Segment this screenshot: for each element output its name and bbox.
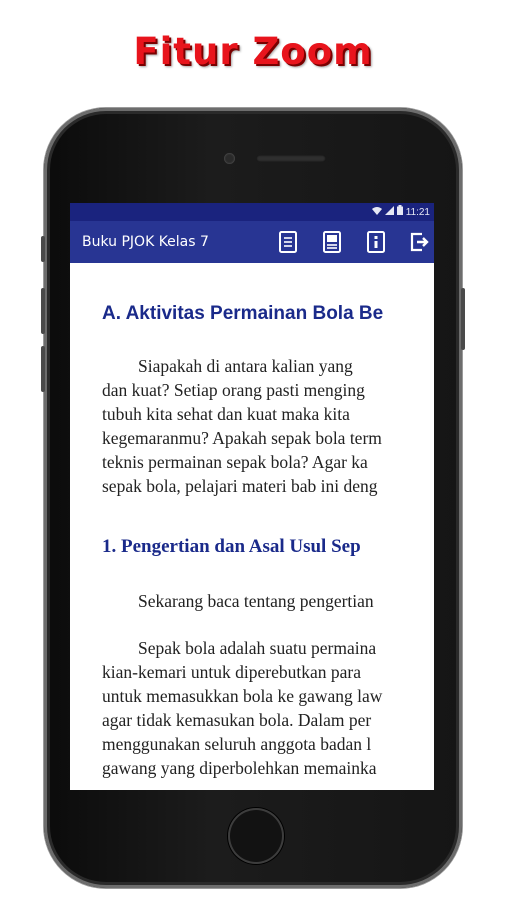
paragraph-line: teknis permainan sepak bola? Agar ka	[102, 452, 368, 472]
power-button	[461, 288, 465, 350]
app-title: Buku PJOK Kelas 7	[82, 234, 209, 250]
paragraph-line: agar tidak kemasukan bola. Dalam per	[102, 710, 372, 730]
app-bar	[70, 221, 434, 263]
promo-title: Fitur Zoom	[133, 30, 373, 73]
paragraph-line: kegemaranmu? Apakah sepak bola term	[102, 428, 382, 448]
status-bar	[70, 203, 434, 221]
mute-switch	[41, 236, 45, 262]
paragraph-line: Sekarang baca tentang pengertian	[138, 591, 374, 611]
paragraph-line: kian-kemari untuk diperebutkan para	[102, 662, 361, 682]
phone-screen	[70, 203, 434, 790]
volume-up-button	[41, 288, 45, 334]
battery-icon	[397, 203, 403, 221]
paragraph-line: tubuh kita sehat dan kuat maka kita	[102, 404, 350, 424]
toolbar-icons	[276, 230, 432, 254]
home-button[interactable]	[228, 808, 284, 864]
paragraph-line: untuk memasukkan bola ke gawang law	[102, 686, 383, 706]
front-camera	[224, 153, 235, 164]
paragraph-line: dan kuat? Setiap orang pasti menging	[102, 380, 365, 400]
info-document-icon[interactable]	[364, 230, 388, 254]
earpiece-speaker	[256, 155, 326, 162]
volume-down-button	[41, 346, 45, 392]
status-time: 11:21	[405, 206, 430, 218]
exit-icon[interactable]	[408, 230, 432, 254]
paragraph-line: Sepak bola adalah suatu permaina	[138, 638, 377, 658]
image-document-icon[interactable]	[320, 230, 344, 254]
paragraph-line: Siapakah di antara kalian yang	[138, 356, 353, 376]
paragraph-line: sepak bola, pelajari materi bab ini deng	[102, 476, 378, 496]
paragraph-line: menggunakan seluruh anggota badan l	[102, 734, 372, 754]
wifi-icon	[372, 203, 382, 221]
signal-icon	[385, 203, 394, 221]
section-heading: A. Aktivitas Permainan Bola Be	[102, 303, 384, 324]
document-icon[interactable]	[276, 230, 300, 254]
paragraph-line: gawang yang diperbolehkan memainka	[102, 758, 377, 778]
sub-heading: 1. Pengertian dan Asal Usul Sep	[102, 536, 361, 557]
book-page[interactable]	[70, 263, 434, 790]
